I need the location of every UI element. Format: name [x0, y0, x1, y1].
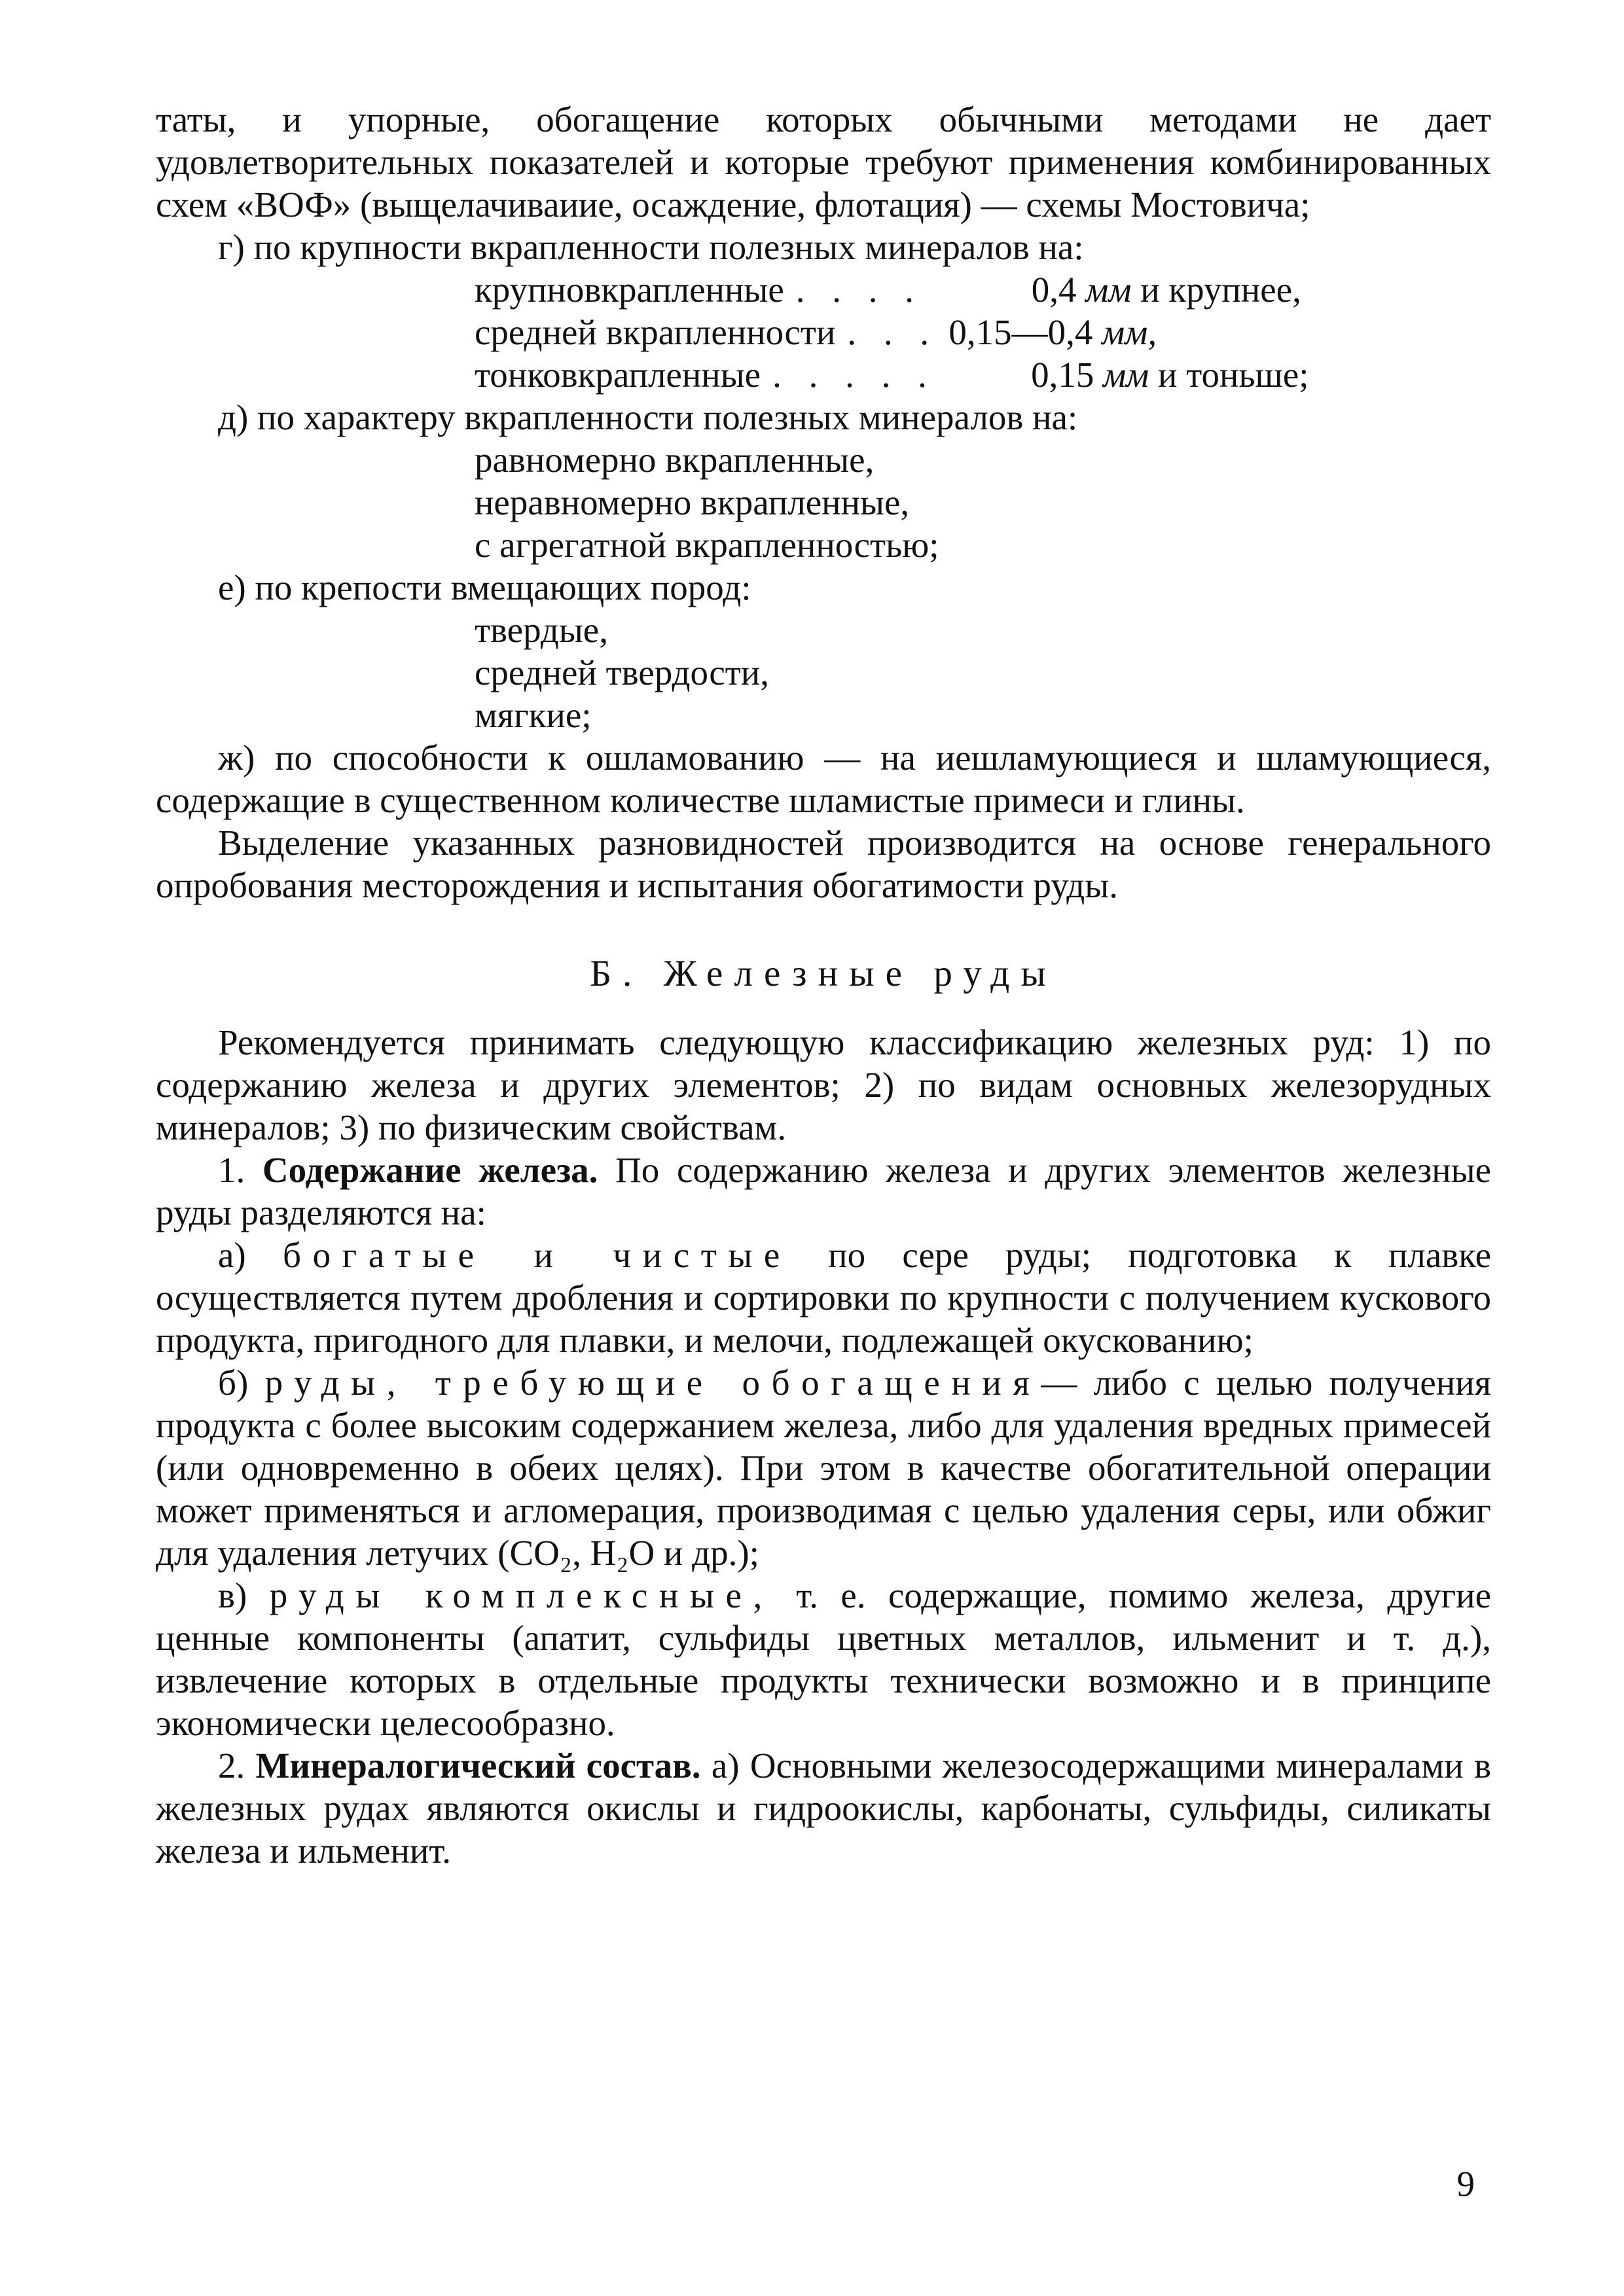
list-item: твердые,: [475, 610, 608, 650]
grain-term: тонковкрапленные: [475, 355, 761, 395]
recommend-paragraph: Рекомендуется принимать следующую классификацию железных руд: 1) по содержанию железа и других элементов; 2) по видам основных железорудных минералов; 3) по физическим свойствам.: [156, 1022, 1491, 1147]
item-v-paragraph: в) руды комплексные, т. е. содержащие, помимо железа, другие ценные компоненты (апатит, сульфиды цветных металлов, ильменит и т. д.), извлечение которых в отдельные продукты технически возможно и в принципе экономически целесообразно.: [156, 1575, 1491, 1743]
list-item: неравномерно вкрапленные,: [475, 482, 910, 522]
dissemination-list: [156, 439, 1491, 566]
grain-row-medium: [475, 311, 1491, 353]
grain-term: крупновкрапленные: [475, 270, 784, 310]
grain-size-list: [156, 268, 1491, 396]
list-item: равномерно вкрапленные,: [475, 440, 875, 480]
item-b-paragraph: б) руды, требующие обогащения— либо с целью получения продукта с более высоким содержанием железа, либо для удаления вредных примесей (или одновременно в обеих целях). При этом в качестве обогатительной операции может применяться и агломерация, производимая с целью удаления серы, или обжиг для удаления летучих (CO₂, H₂O и др.);: [156, 1363, 1491, 1573]
list-item: мягкие;: [475, 695, 592, 735]
item-d-label: д) по характеру вкрапленности полезных минералов на:: [218, 397, 1078, 437]
grain-row-fine: [475, 353, 1491, 396]
grain-value: 0,15—0,4 мм,: [948, 312, 1157, 352]
item-a-paragraph: а) богатые и чистые по сере руды; подготовка к плавке осуществляется путем дробления и сортировки по крупности с получением кускового продукта, пригодного для плавки, и мелочи, подлежащей окускованию;: [156, 1235, 1491, 1360]
section-title: Содержание железа.: [262, 1150, 598, 1190]
spaced-term: руды комплексные,: [269, 1575, 774, 1615]
list-item: с агрегатной вкрапленностью;: [475, 525, 939, 565]
spaced-term: руды, требующие обогащения: [264, 1363, 1041, 1403]
grain-value: 0,4 мм и крупнее,: [1031, 270, 1301, 310]
selection-paragraph: Выделение указанных разновидностей производится на основе генерального опробования месторождения и испытания обогатимости руды.: [156, 823, 1491, 905]
page-number: 9: [1456, 2164, 1475, 2204]
item-zh-paragraph: ж) по способности к ошламованию — на иешламующиеся и шламующиеся, содержащие в существенном количестве шламистые примеси и глины.: [156, 738, 1491, 820]
section-1-paragraph: [156, 1149, 1491, 1234]
section-number: 1.: [218, 1150, 245, 1190]
item-g-label: г) по крупности вкрапленности полезных минералов на:: [218, 227, 1084, 267]
section-text: По содержанию железа и других элементов железные руды разделяются на:: [156, 1150, 1492, 1232]
grain-value: 0,15 мм и тоньше;: [1031, 355, 1309, 395]
intro-paragraph: таты, и упорные, обогащение которых обычными методами не дает удовлетворительных показателей и которые требуют применения комбинированных схем «ВОФ» (выщелачиваиие, осаждение, флотация) — схемы Мостовича;: [156, 99, 1491, 224]
leader-dots: . . . . .: [772, 355, 936, 395]
list-item: средней твердости,: [475, 653, 769, 692]
section-2-paragraph: [156, 1744, 1491, 1872]
grain-row-coarse: [475, 268, 1491, 311]
section-text: а) Основными железосодержащими минералами в железных рудах являются окислы и гидроокислы, карбонаты, сульфиды, силикаты железа и ильменит.: [156, 1746, 1492, 1871]
grain-term: средней вкрапленности: [475, 312, 836, 352]
section-heading: Б. Железные руды: [590, 953, 1057, 994]
item-e-label: е) по крепости вмещающих пород:: [218, 567, 751, 607]
section-title: Минералогический состав.: [255, 1746, 701, 1785]
spaced-term: богатые и чистые: [283, 1235, 791, 1275]
leader-dots: . . . .: [795, 270, 924, 310]
section-number: 2.: [218, 1746, 245, 1785]
hardness-list: [156, 609, 1491, 736]
leader-dots: . . .: [847, 312, 939, 352]
page-body: [156, 98, 1491, 1872]
